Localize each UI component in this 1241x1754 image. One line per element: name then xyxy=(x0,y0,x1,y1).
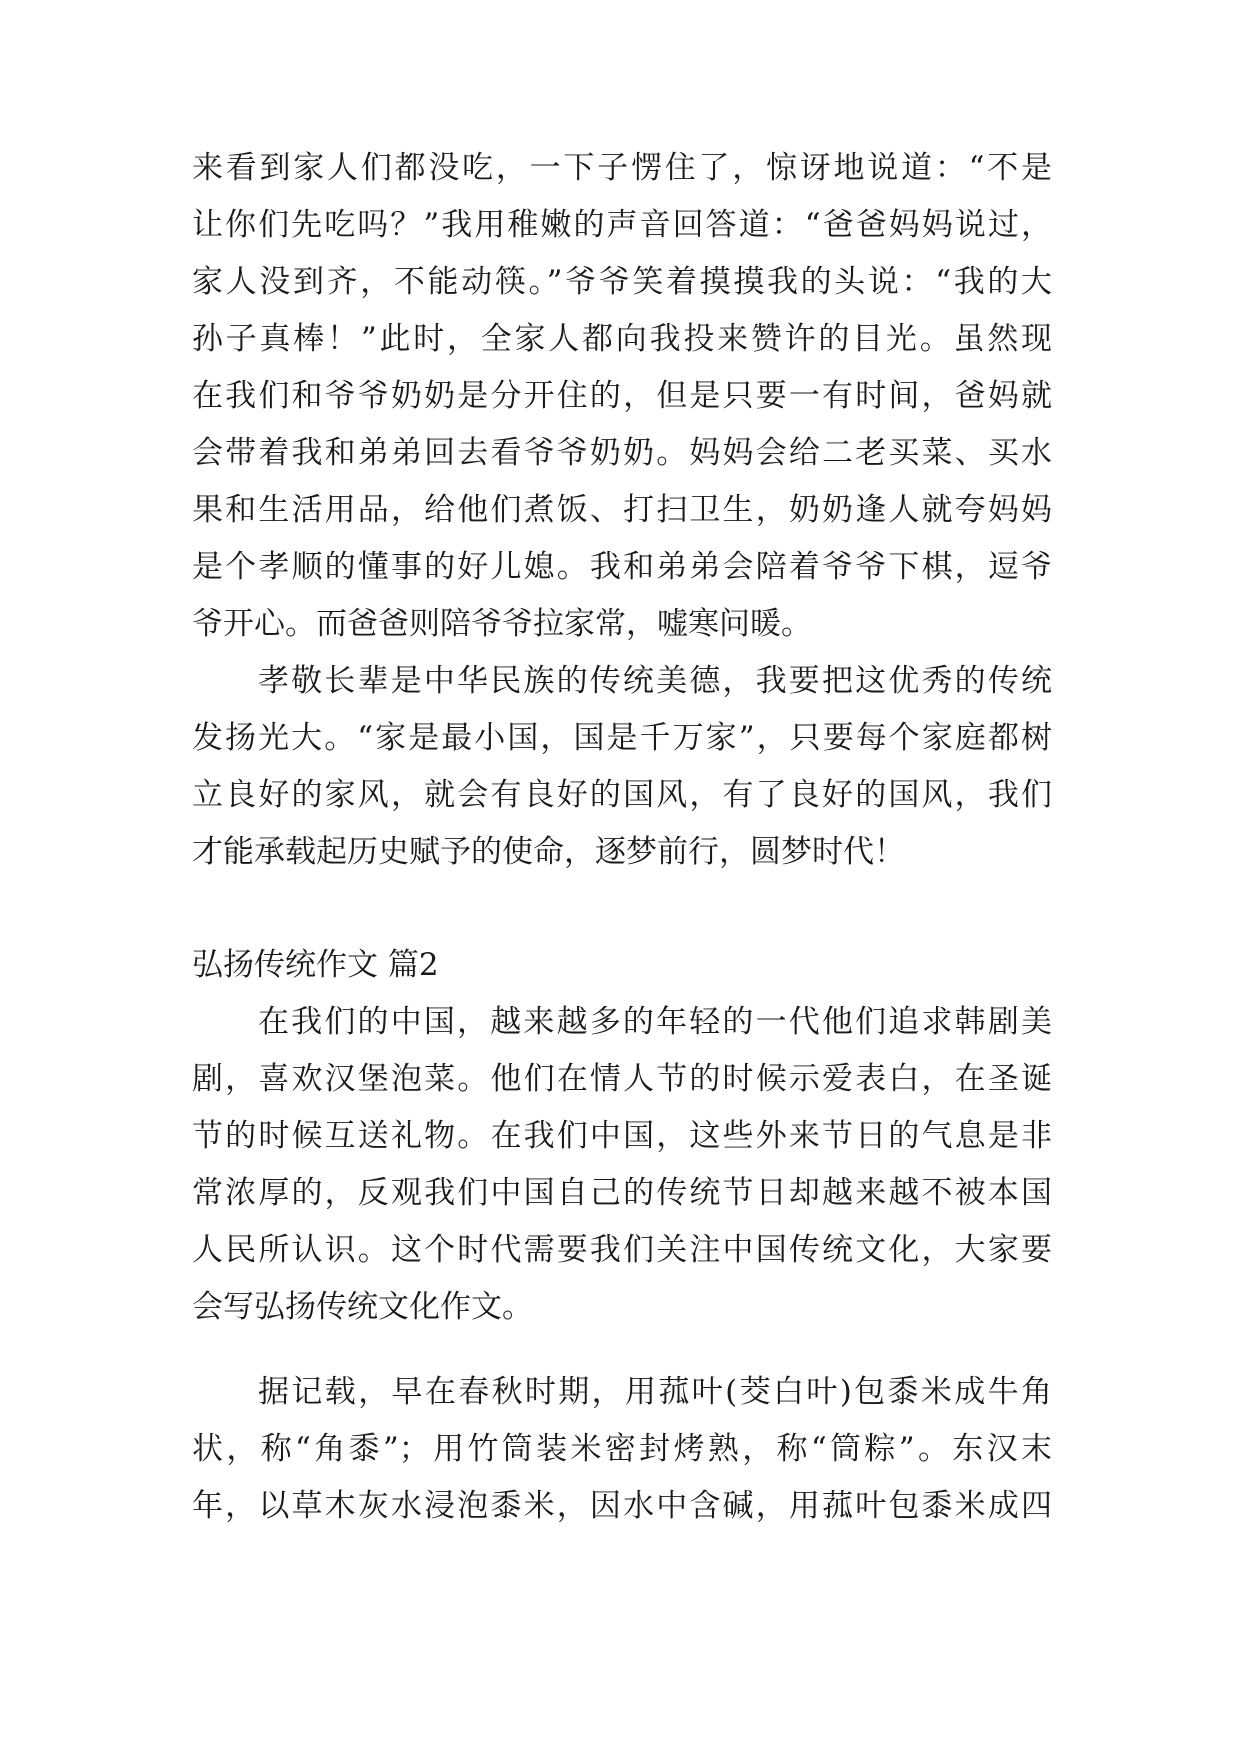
paragraph-line: 在我们和爷爷奶奶是分开住的，但是只要一有时间，爸妈就 xyxy=(192,378,1052,414)
paragraph-line: 立良好的家风，就会有良好的国风，有了良好的国风，我们 xyxy=(192,777,1052,813)
paragraph-line: 年，以草木灰水浸泡黍米，因水中含碱，用菰叶包黍米成四 xyxy=(192,1488,1052,1524)
paragraph-line: 才能承载起历史赋予的使命，逐梦前行，圆梦时代！ xyxy=(192,834,905,870)
paragraph-line: 人民所认识。这个时代需要我们关注中国传统文化，大家要 xyxy=(192,1232,1052,1268)
paragraph-line: 来看到家人们都没吃，一下子愣住了，惊讶地说道：“不是 xyxy=(192,150,1052,186)
paragraph-line: 状，称“角黍”；用竹筒装米密封烤熟，称“筒粽”。东汉末 xyxy=(192,1431,1052,1467)
section-heading: 弘扬传统作文 篇2 xyxy=(192,947,439,983)
paragraph-line: 剧，喜欢汉堡泡菜。他们在情人节的时候示爱表白，在圣诞 xyxy=(192,1061,1052,1097)
paragraph-line: 孝敬长辈是中华民族的传统美德，我要把这优秀的传统 xyxy=(258,663,1052,699)
paragraph-line: 家人没到齐，不能动筷。”爷爷笑着摸摸我的头说：“我的大 xyxy=(192,264,1052,300)
paragraph-line: 让你们先吃吗？”我用稚嫩的声音回答道：“爸爸妈妈说过， xyxy=(192,207,1052,243)
paragraph-line: 是个孝顺的懂事的好儿媳。我和弟弟会陪着爷爷下棋，逗爷 xyxy=(192,549,1052,585)
paragraph-line: 孙子真棒！”此时，全家人都向我投来赞许的目光。虽然现 xyxy=(192,321,1052,357)
paragraph-line: 会带着我和弟弟回去看爷爷奶奶。妈妈会给二老买菜、买水 xyxy=(192,435,1052,471)
paragraph-line: 在我们的中国，越来越多的年轻的一代他们追求韩剧美 xyxy=(258,1004,1052,1040)
paragraph-line: 发扬光大。“家是最小国，国是千万家”，只要每个家庭都树 xyxy=(192,720,1052,756)
paragraph-line: 节的时候互送礼物。在我们中国，这些外来节日的气息是非 xyxy=(192,1118,1052,1154)
paragraph-line: 常浓厚的，反观我们中国自己的传统节日却越来越不被本国 xyxy=(192,1175,1052,1211)
paragraph-line: 据记载，早在春秋时期，用菰叶(茭白叶)包黍米成牛角 xyxy=(258,1374,1052,1410)
paragraph-line: 会写弘扬传统文化作文。 xyxy=(192,1289,533,1325)
paragraph-line: 爷开心。而爸爸则陪爷爷拉家常，嘘寒问暖。 xyxy=(192,606,812,642)
paragraph-line: 果和生活用品，给他们煮饭、打扫卫生，奶奶逢人就夸妈妈 xyxy=(192,492,1052,528)
